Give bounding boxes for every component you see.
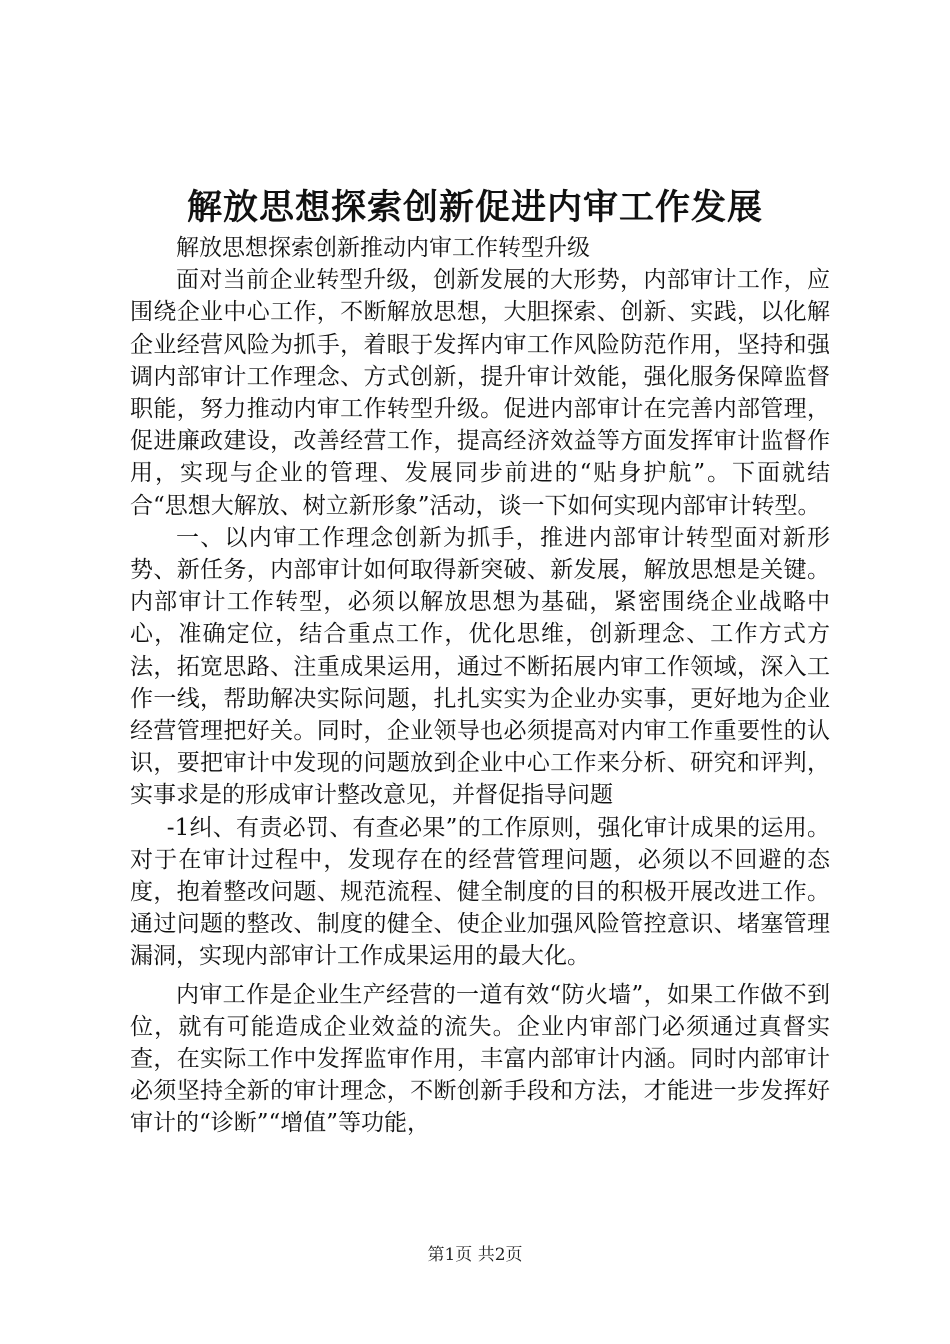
firewall-paragraph: 内审工作是企业生产经营的一道有效“防火墙”，如果工作做不到位，就有可能造成企业效益的流失。企业内审部门必须通过真督实查，在实际工作中发挥监审作用，丰富内部审计内涵。同时内部审计必须坚持全新的审计理念，不断创新手段和方法，才能进一步发挥好审计的“诊断”“增值”等功能， — [130, 981, 830, 1137]
document-body — [130, 232, 830, 1140]
subtitle-paragraph: 解放思想探索创新推动内审工作转型升级 — [176, 235, 590, 261]
continuation-paragraph: -1纠、有责必罚、有查必果”的工作原则，强化审计成果的运用。对于在审计过程中，发现存在的经营管理问题，必须以不回避的态度，抱着整改问题、规范流程、健全制度的目的积极开展改进工作。通过问题的整改、制度的健全、使企业加强风险管控意识、堵塞管理漏洞，实现内部审计工作成果运用的最大化。 — [130, 814, 830, 970]
intro-paragraph: 面对当前企业转型升级，创新发展的大形势，内部审计工作，应围绕企业中心工作，不断解放思想，大胆探索、创新、实践，以化解企业经营风险为抓手，着眼于发挥内审工作风险防范作用，坚持和强调内部审计工作理念、方式创新，提升审计效能，强化服务保障监督职能，努力推动内审工作转型升级。促进内部审计在完善内部管理，促进廉政建设，改善经营工作，提高经济效益等方面发挥审计监督作用，实现与企业的管理、发展同步前进的“贴身护航”。下面就结合“思想大解放、树立新形象”活动，谈一下如何实现内部审计转型。 — [130, 267, 830, 519]
page-footer: 第1页 共2页 — [427, 1245, 523, 1265]
section-one-paragraph: 一、以内审工作理念创新为抓手，推进内部审计转型面对新形势、新任务，内部审计如何取得新突破、新发展，解放思想是关键。内部审计工作转型，必须以解放思想为基础，紧密围绕企业战略中心，准确定位，结合重点工作，优化思维，创新理念、工作方式方法，拓宽思路、注重成果运用，通过不断拓展内审工作领域，深入工作一线，帮助解决实际问题，扎扎实实为企业办实事，更好地为企业经营管理把好关。同时，企业领导也必须提高对内审工作重要性的认识，要把审计中发现的问题放到企业中心工作来分析、研究和评判，实事求是的形成审计整改意见，并督促指导问题 — [130, 524, 830, 809]
document-title: 解放思想探索创新促进内审工作发展 — [186, 187, 763, 228]
